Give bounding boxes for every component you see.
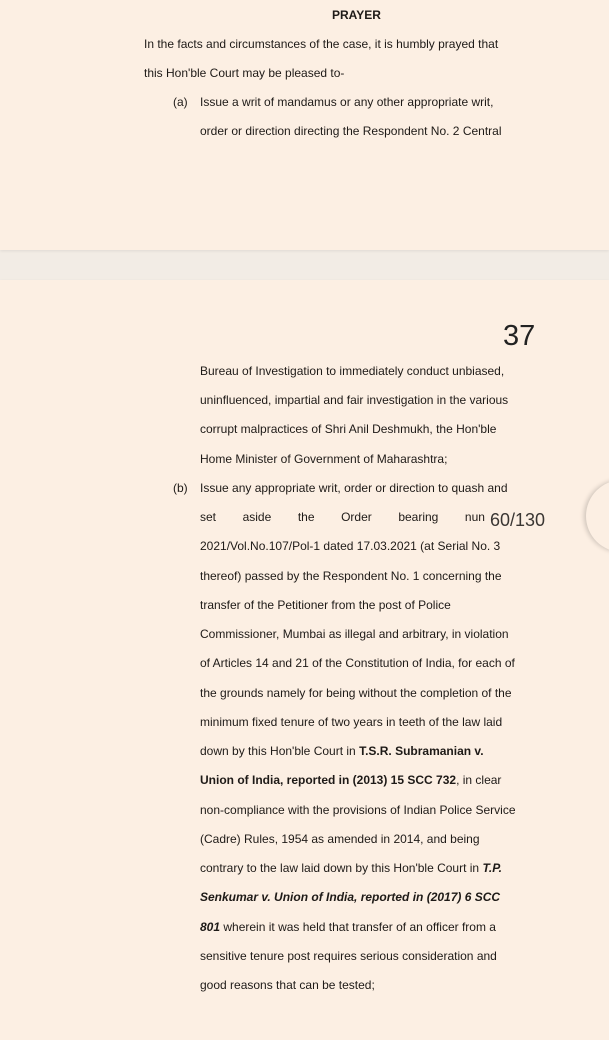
item-b-line-8: the grounds namely for being without the completion of the [200, 686, 512, 700]
word: the [297, 510, 315, 524]
item-b-line-5: transfer of the Petitioner from the post of Police [200, 598, 451, 612]
line-text: wherein it was held that transfer of an officer from a [223, 920, 496, 934]
item-b-line-18: good reasons that can be tested; [200, 978, 375, 992]
line-text: contrary to the law laid down by this Hon'ble Court in [200, 861, 480, 875]
item-b-line-16 [200, 920, 496, 934]
item-b-line-2 [200, 510, 485, 524]
item-b-line-14 [200, 861, 502, 875]
prayer-intro-line-2: this Hon'ble Court may be pleased to- [144, 66, 345, 80]
word: aside [242, 510, 272, 524]
page-number: 37 [503, 320, 536, 352]
line-text: down by this Hon'ble Court in [200, 744, 356, 758]
item-b-line-9: minimum fixed tenure of two years in teeth of the law laid [200, 715, 503, 729]
prayer-heading: PRAYER [332, 8, 381, 22]
item-b-label: (b) [173, 481, 188, 495]
case-citation: Union of India, reported in (2013) 15 SCC 732 [200, 773, 457, 787]
document-page-37 [0, 280, 609, 1040]
item-b-line-10 [200, 744, 484, 758]
item-b-line-12: non-compliance with the provisions of Indian Police Service [200, 803, 516, 817]
item-b-line-13: (Cadre) Rules, 1954 as amended in 2014, and being [200, 832, 480, 846]
case-citation: T.S.R. Subramanian v. [359, 744, 484, 758]
prayer-intro-line-1: In the facts and circumstances of the case, it is humbly prayed that [144, 37, 499, 51]
case-citation: T.P. [482, 861, 503, 875]
item-a-line-1: Issue a writ of mandamus or any other appropriate writ, [200, 95, 494, 109]
item-a-cont-line-3: corrupt malpractices of Shri Anil Deshmukh, the Hon'ble [200, 422, 497, 436]
item-a-cont-line-1: Bureau of Investigation to immediately conduct unbiased, [200, 364, 505, 378]
page-counter: 60/130 [486, 507, 609, 539]
item-b-line-7: of Articles 14 and 21 of the Constitution of India, for each of [200, 656, 515, 670]
case-citation: 801 [200, 920, 221, 934]
word: nun [464, 510, 485, 524]
item-b-line-17: sensitive tenure post requires serious consideration and [200, 949, 497, 963]
word: set [200, 510, 217, 524]
item-a-label: (a) [173, 95, 188, 109]
item-a-cont-line-4: Home Minister of Government of Maharashtra; [200, 452, 448, 466]
item-a-line-2: order or direction directing the Respondent No. 2 Central [200, 124, 502, 138]
item-b-line-4: thereof) passed by the Respondent No. 1 concerning the [200, 569, 502, 583]
word: bearing [398, 510, 439, 524]
word: Order [341, 510, 372, 524]
item-b-line-3: 2021/Vol.No.107/Pol-1 dated 17.03.2021 (at Serial No. 3 [200, 539, 501, 553]
line-text: , in clear [456, 773, 502, 787]
item-b-line-6: Commissioner, Mumbai as illegal and arbitrary, in violation [200, 627, 509, 641]
item-b-line-11 [200, 773, 501, 787]
item-b-line-1: Issue any appropriate writ, order or direction to quash and [200, 481, 508, 495]
item-a-cont-line-2: uninfluenced, impartial and fair investigation in the various [200, 393, 509, 407]
item-b-line-15: Senkumar v. Union of India, reported in (2017) 6 SCC [200, 890, 501, 904]
document-page-36 [0, 0, 609, 250]
